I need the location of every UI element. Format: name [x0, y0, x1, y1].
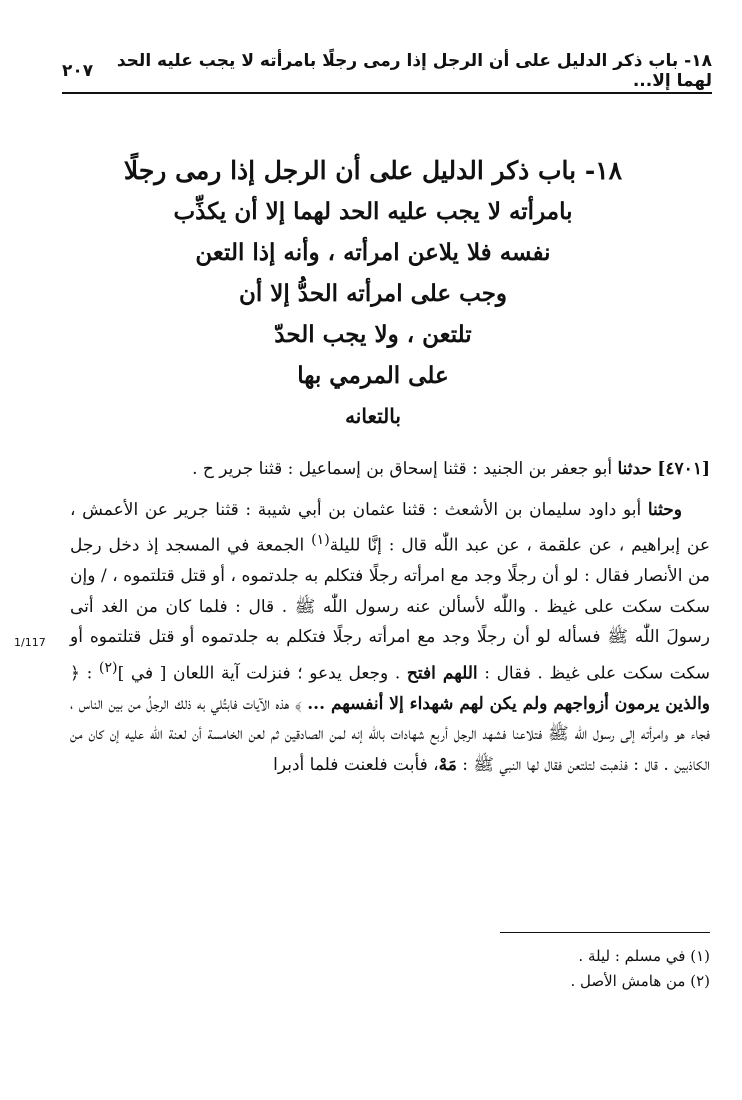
chapter-title-line: على المرمي بها [297, 362, 449, 389]
chapter-title-line: تلتعن ، ولا يجب الحدّ [274, 321, 472, 348]
running-title: ١٨- باب ذكر الدليل على أن الرجل إذا رمى رجلًا بامرأته لا يجب عليه الحد لهما إلا... [116, 51, 712, 91]
hadith-paragraph-isnad [70, 454, 710, 485]
chapter-title-line: بامرأته لا يجب عليه الحد لهما إلا أن يكذِّب [173, 198, 573, 225]
footnote-divider [500, 932, 710, 933]
chapter-title-line: ١٨- باب ذكر الدليل على أن الرجل إذا رمى رجلًا [123, 156, 623, 185]
footnote-marker: (٢) [98, 659, 118, 676]
footnotes [300, 944, 710, 994]
margin-volume-note: 1/117 [14, 636, 46, 649]
header-divider [62, 92, 712, 94]
isnad-text: أبو جعفر بن الجنيد : قثنا إسحاق بن إسماعيل : قثنا جرير ح . [192, 459, 618, 479]
matn-text: : ﴿ [70, 663, 99, 684]
prophet-word: مَهْ [438, 754, 457, 775]
hadith-number: [٤٧٠١] [657, 459, 710, 479]
matn-text: الجمعة في المسجد إذ دخل رجل من الأنصار فقال : لو أن رجلًا وجد مع امرأته رجلًا فتكلم به جلدتموه ، أو قتل قتلتموه ، / وإن سكت سكت على غيظ . واللّٰه لأسألن عنه رسول اللّٰه ﷺ . قال : فلما كان من الغد أتى رسولَ اللّٰه ﷺ فسأله لو أن رجلًا وجد مع امرأته رجلًا فتكلم به جلدتموه أو قتل قتلتموه أو سكت سكت على غيظ . فقال : [70, 535, 710, 684]
hadith-text [70, 454, 710, 790]
hadith-paragraph-matn [70, 495, 710, 781]
quran-verse: والذين يرمون أزواجهم ولم يكن لهم شهداء إلا أنفسهم ... [307, 693, 710, 714]
narration-lead: وحثنا [647, 499, 682, 520]
footnote-marker: (١) [311, 532, 330, 548]
chapter-title-line: وجب على امرأته الحدُّ إلا أن [238, 280, 508, 307]
prayer-phrase: اللهم افتح [406, 663, 478, 684]
running-header [62, 51, 712, 91]
narration-lead: حدثنا [617, 459, 652, 479]
matn-text: ، فأبت فلعنت فلما أدبرا [273, 754, 439, 775]
matn-text: ﴾ هذه الآيات فابتُلي به ذلك الرجلُ من بين الناس ، فجاء هو وامرأته إلى رسول اللّٰه ﷺ فتلاعنا فشهد الرجل أربع شهادات باللّٰه إنه لمن الصادقين ثم لعن الخامسة أن لعنة اللّٰه عليه إن كان من الكاذبين . قال : فذهبت لتلتعن فقال لها النبي ﷺ : [70, 693, 710, 775]
chapter-title [72, 150, 674, 436]
matn-text: . وجعل يدعو ؛ فنزلت آية اللعان [ في ] [117, 663, 407, 684]
chapter-title-line: بالتعانه [345, 404, 401, 428]
footnote: (٢) من هامش الأصل . [570, 972, 710, 990]
footnote: (١) في مسلم : ليلة . [578, 947, 710, 965]
page-number: ٢٠٧ [62, 61, 94, 81]
matn-text: أبو داود سليمان بن الأشعث : قثنا عثمان بن أبي شيبة : قثنا جرير عن الأعمش ، عن إبراهيم ، عن علقمة ، عن عبد اللّٰه قال : إنَّا لليلة [70, 499, 710, 556]
chapter-title-line: نفسه فلا يلاعن امرأته ، وأنه إذا التعن [195, 239, 551, 266]
